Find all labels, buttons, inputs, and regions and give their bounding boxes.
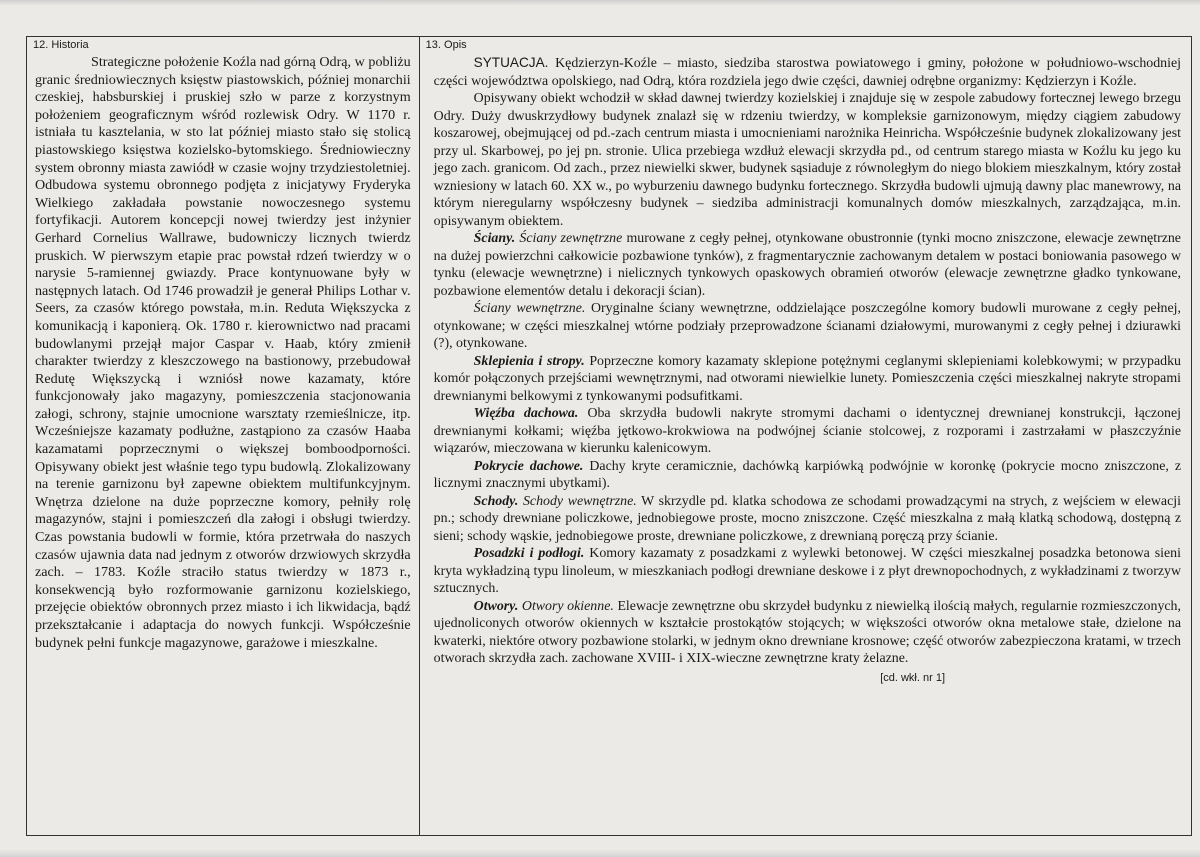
walls-ext-label: Ściany zewnętrzne bbox=[519, 231, 623, 246]
floors-text: Komory kazamaty z posadzkami z wylewki betonowej. W części mieszkalnej posadzka betonowa sieni kryta wykładziną typu linoleum, w mieszkaniach podłogi drewniane deskowe i z płyt drewnopochodnych, z wykładzinami z tworzyw sztucznych. bbox=[433, 546, 1181, 596]
cover-label: Pokrycie dachowe. bbox=[473, 458, 584, 474]
roof-text: Oba skrzydła budowli nakryte stromymi dachami o identycznej drewnianej konstrukcji, łączonej drewnianymi kołkami; więźba jętkowo-krokwiowa na podwójnej ścianie stolcowej, z rozporami i zastrzałami w płaszczyźnie wiązarów, mieczowana w kierunku kalenicowym. bbox=[433, 406, 1182, 456]
vaults-text: Poprzeczne komory kazamaty sklepione potężnymi ceglanymi sklepieniami kolebkowymi; w przypadku komór połączonych przejściami wewnętrznymi, nad otworami niewielkie lunety. Pomieszczenia części mieszkalnej nakryte stropami drewnianymi belkowymi z tynkowanymi podsufitkami. bbox=[433, 353, 1182, 404]
situation-paragraph: Opisywany obiekt wchodził w skład dawnej twierdzy kozielskiej i znajduje się w zespole zabudowy fortecznej lewego brzegu Odry. Duży dwuskrzydłowy budynek znalazł się w rdzeniu twierdzy, w kompleksie garnizonowym, między ciągiem zabudowy koszarowej, obejmującej od pd.-zach centrum miasta i umocnieniami narożnika Heinricha. Współcześnie budynek zlokalizowany jest przy ul. Skarbowej, po jej pn. stronie. Ulica przebiega wzdłuż elewacji skrzydła pd., od centrum starego miasta w Koźlu ku jego ku jego zach. granicom. Od zach., przez niewielki skwer, budynek sąsiaduje z równoległym do niego blokiem mieszkalnym, który został wzniesiony w latach 60. XX w., po wyburzeniu dawnego budynku fortecznego. Skrzydła budowli ujmują dawny plac manewrowy, na którym nieregularny współczesny budynek – siedziba administracji komunalnych domów mieszkalnych, zarządzająca, m.in. opisywanym obiektem. bbox=[433, 91, 1181, 229]
history-text: Strategiczne położenie Koźla nad górną Odrą, w pobliżu granic średniowiecznych księstw piastowskich, później monarchii czeskiej, habsburskiej i pruskiej szło w parze z korzystnym położeniem geograficznym wśród rozlewisk Odry. W 1170 r. istniała tu kasztelania, w sto lat później miasto stało się stolicą piastowskiego księstwa kozielsko-bytomskiego. Średniowieczny system obronny miasta zawiódł w czasie wojny trzydziestoletniej. Odbudowa systemu obronnego podjęta z inicjatywy Fryderyka Wielkiego zakładała powstanie nowoczesnego systemu fortyfikacji. Autorem koncepcji nowej twierdzy jest inżynier Gerhard Cornelius Wallrawe, budowniczy licznych twierdz pruskich. W pierwszym etapie prac powstał rdzeń twierdzy w o narysie 5-ramiennej gwiazdy. Prace kontynuowane były w następnych latach. Od 1746 prowadził je generał Philips Lothar v. Seers, za czasów którego powstała, m.in. Reduta Większycka z komunikacją i kaponierą. Ok. 1780 r. kierownictwo nad pracami budowlanymi przejął major Caspar v. Haab, który zmienił charakter twierdzy z kleszczowego na bastionowy, przebudował Redutę Większycką i wzniósł nowe kazamaty, które funkcjonowały jako magazyny, pomieszczenia stacjonowania załogi, schrony, stajnie umocnione warsztaty rzemieślnicze, itp. Wcześniejsze kazamaty podłużne, zastąpiono za czasów Haaba kazamatami poprzecznymi o większej bomboodporności. Opisywany obiekt jest właśnie tego typu budowlą. Zlokalizowany na terenie garnizonu był zapewne obiektem multifunkcyjnym. Wnętrza dzielone na duże poprzeczne komory, pełniły rolę magazynów, stajni i pomieszczeń dla załogi i obsługi twierdzy. Czas powstania budowli w formie, która przetrwała do naszych czasów ujawnia data nad jednym z otworów drzwiowych skrzydła zach. – 1783. Koźle straciło status twierdzy w 1873 r., konsekwencją było rozformowanie garnizonu kozielskiego, przejęcie obiektów obronnych przez miasto i ich likwidacja, bądź przekształcanie i adaptacja do nowych funkcji. Współcześnie budynek pełni funkcje magazynowe, garażowe i mieszkalne. bbox=[35, 54, 411, 651]
openings-sub-label: Otwory okienne. bbox=[521, 598, 614, 614]
stairs-text: W skrzydle pd. klatka schodowa ze schodami prowadzącymi na strych, z wejściem w elewacji pn.; schody drewniane policzkowe, jednobiegowe proste, mocno zniszczone. Część mieszkalna z małą klatką schodową, dostępną z sieni; schody wąskie, jednobiegowe proste, drewniane policzkowe, z drewnianą poręczą przy ścianie. bbox=[433, 493, 1181, 544]
cover-text: Dachy kryte ceramicznie, dachówką karpiówką podwójnie w koronkę (pokrycie mocno zniszczone, z licznymi znacznymi ubytkami). bbox=[433, 458, 1181, 491]
history-column bbox=[26, 36, 420, 836]
document-sheet bbox=[26, 36, 1192, 836]
vaults-label: Sklepienia i stropy. bbox=[473, 353, 585, 369]
scan-top-edge bbox=[0, 0, 1200, 6]
floors-paragraph bbox=[434, 545, 1181, 598]
roof-paragraph bbox=[434, 405, 1181, 458]
situation-lead-paragraph bbox=[434, 54, 1181, 90]
stairs-label: Schody. bbox=[473, 493, 519, 509]
history-heading: 12. Historia bbox=[33, 39, 89, 51]
description-body bbox=[434, 54, 1181, 684]
walls-int-text: Oryginalne ściany wewnętrzne, oddzielające poszczególne komory budowli murowane z cegły pełnej, otynkowane; w części mieszkalnej wtórne podziały przeprowadzone ścianami działowymi, murowanymi z cegły pełnej i dziurawki (?), otynkowane. bbox=[433, 301, 1181, 351]
roof-label: Więźba dachowa. bbox=[473, 406, 579, 421]
situation-lead-text: Kędzierzyn-Koźle – miasto, siedziba starostwa powiatowego i gminy, położone w południowo-wschodniej części województwa opolskiego, nad Odrą, która rozdziela jego dwie części, dawniej odrębne organizmy: Kędzierzyn i Koźle. bbox=[433, 56, 1181, 89]
openings-paragraph bbox=[434, 598, 1181, 668]
scan-bottom-edge bbox=[0, 849, 1200, 857]
cover-paragraph bbox=[434, 458, 1181, 493]
continuation-note: [cd. wkł. nr 1] bbox=[880, 671, 945, 684]
walls-paragraph bbox=[434, 230, 1181, 300]
description-heading: 13. Opis bbox=[425, 39, 467, 51]
stairs-paragraph bbox=[434, 493, 1181, 546]
vaults-paragraph bbox=[434, 353, 1181, 406]
walls-int-label: Ściany wewnętrzne. bbox=[473, 301, 586, 316]
walls-int-paragraph bbox=[434, 300, 1181, 353]
openings-label: Otwory. bbox=[473, 598, 519, 614]
situation-label: SYTUACJA. bbox=[473, 55, 549, 70]
walls-ext-text: murowane z cegły pełnej, otynkowane obustronnie (tynki mocno zniszczone, elewacje zewnętrzne na dużej powierzchni całkowicie pozbawione tynków), z fragmentarycznie zachowanym detalem w postaci boniowania pasowego w tynku (elewacje wewnętrzne) i nielicznych tynkowych opaskowych obramień otworów (elewacje zewnętrzne gładko tynkowane, pozbawione elementów detalu i dekoracji ścian). bbox=[433, 231, 1181, 299]
stairs-int-label: Schody wewnętrzne. bbox=[522, 493, 637, 509]
floors-label: Posadzki i podłogi. bbox=[473, 546, 585, 561]
description-column bbox=[420, 36, 1192, 836]
walls-label: Ściany. bbox=[473, 231, 516, 246]
openings-text: Elewacje zewnętrzne obu skrzydeł budynku z niewielką ilością małych, regularnie rozmieszczonych, ujednoliconych otworów okiennych w kształcie prostokątów stojących; w większości otworów okna metalowe stałe, dzielone na kwaterki, niektóre otwory pozbawione stolarki, w jednym okno drewniane krosnowe; część otworów zabezpieczona kratami, w trzech otworach skrzydła zach. zachowane XVIII- i XIX-wieczne zewnętrzne kraty żelazne. bbox=[433, 598, 1181, 666]
